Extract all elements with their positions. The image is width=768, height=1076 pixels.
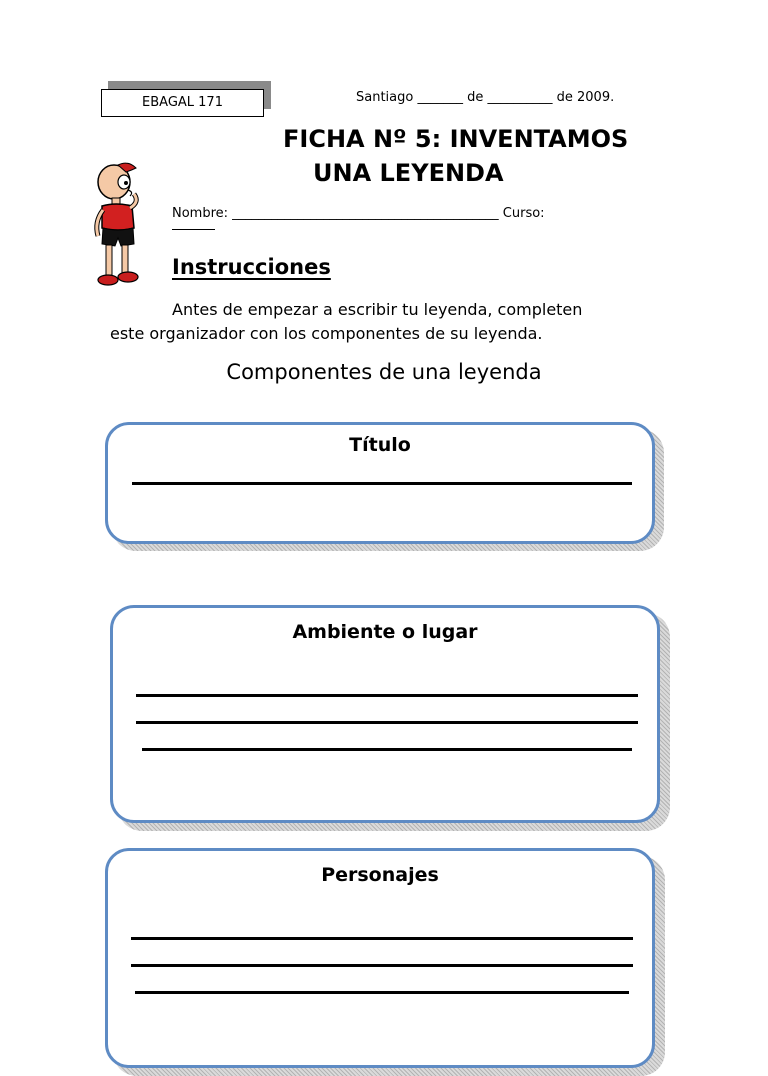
date-line: Santiago _______ de __________ de 2009. [356,90,615,105]
personajes-label: Personajes [321,864,439,886]
mascot-illustration [88,160,150,292]
ambiente-label: Ambiente o lugar [292,621,478,643]
personajes-answer-line-3[interactable] [135,991,629,994]
titulo-answer-line[interactable] [132,482,632,485]
ambiente-box [110,605,660,823]
instructions-text [110,298,670,346]
school-code-box: EBAGAL 171 [101,89,264,117]
organizer-title [0,360,768,384]
student-name-line: Nombre: _________________________________________ Curso: [172,206,545,221]
title-line-1: FICHA Nº 5: INVENTAMOS [283,125,629,153]
titulo-label: Título [349,434,411,456]
ambiente-answer-line-2[interactable] [136,721,638,724]
instructions-line-1: Antes de empezar a escribir tu leyenda, completen [172,300,583,319]
personajes-answer-line-2[interactable] [131,964,633,967]
organizer-title-text: Componentes de una leyenda [226,360,542,384]
ambiente-answer-line-1[interactable] [136,694,638,697]
instructions-line-2: este organizador con los componentes de su leyenda. [110,324,543,343]
personajes-box [105,848,655,1068]
curso-blank-line [172,229,215,230]
worksheet-title [283,122,683,190]
instructions-heading: Instrucciones [172,255,331,279]
personajes-answer-line-1[interactable] [131,937,633,940]
ambiente-answer-line-3[interactable] [142,748,632,751]
title-line-2: UNA LEYENDA [313,159,504,187]
titulo-box [105,422,655,544]
